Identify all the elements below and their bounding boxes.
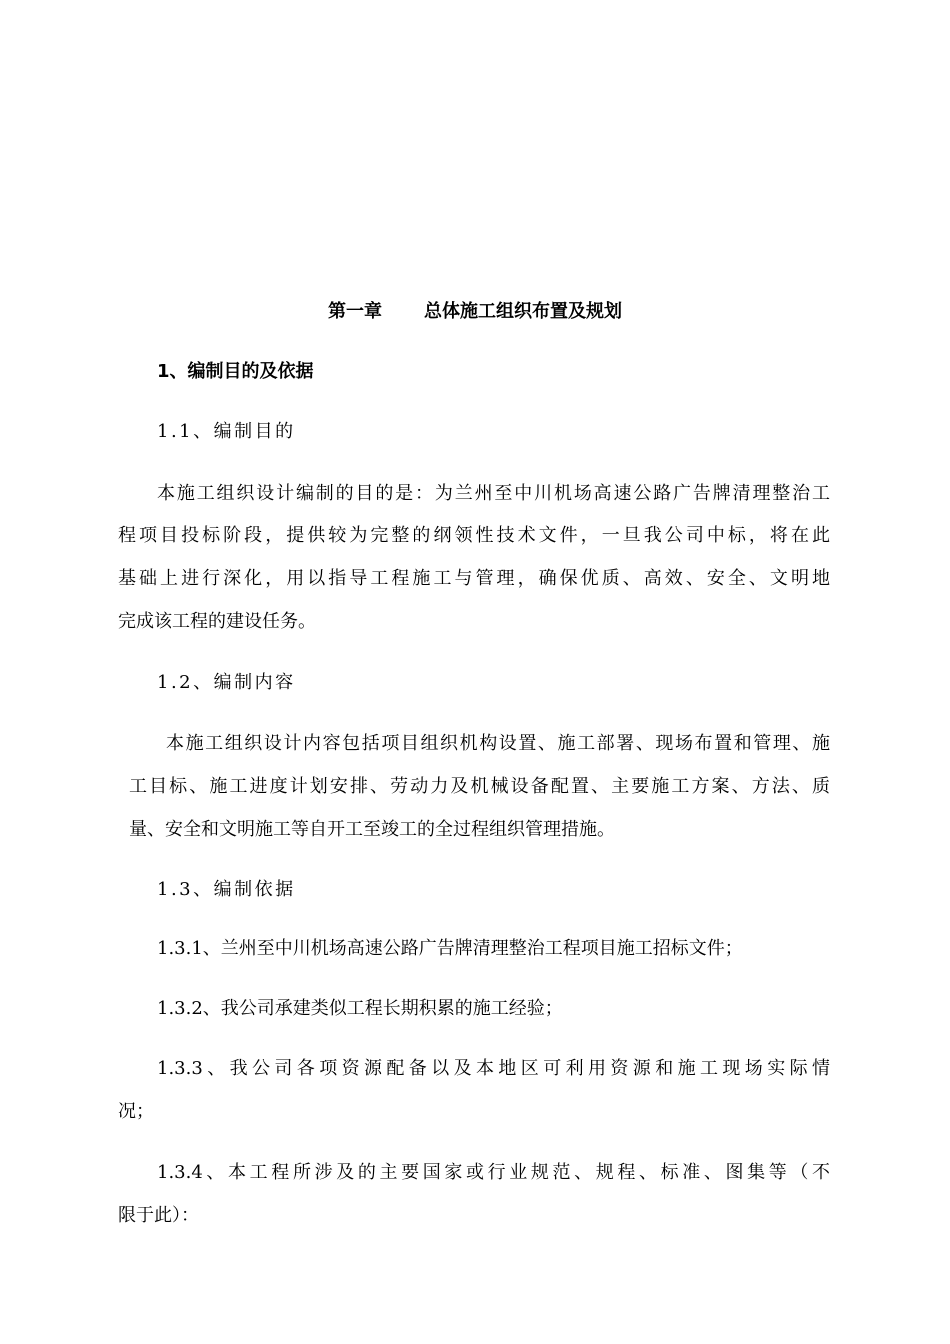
chapter-name: 总体施工组织布置及规划	[424, 301, 622, 322]
paragraph-1-1-line: 完成该工程的建设任务。	[118, 611, 316, 632]
subsection-heading-1-2: 1.2、编制内容	[157, 672, 296, 693]
basis-item-3-cont: 况；	[118, 1101, 154, 1122]
subsection-heading-1-3: 1.3、编制依据	[157, 879, 296, 900]
basis-item-4-cont: 限于此）：	[118, 1205, 199, 1226]
paragraph-1-2-line: 量、安全和文明施工等自开工至竣工的全过程组织管理措施。	[129, 819, 615, 840]
basis-item-1: 1.3.1、兰州至中川机场高速公路广告牌清理整治工程项目施工招标文件；	[157, 938, 743, 959]
paragraph-1-2-line: 工目标、施工进度计划安排、劳动力及机械设备配置、主要施工方案、方法、质	[129, 776, 830, 797]
basis-item-3: 1.3.3、我公司各项资源配备以及本地区可利用资源和施工现场实际情	[157, 1058, 830, 1079]
chapter-number: 第一章	[328, 301, 382, 322]
paragraph-1-1-line: 本施工组织设计编制的目的是：为兰州至中川机场高速公路广告牌清理整治工	[157, 483, 830, 504]
paragraph-1-1-line: 基础上进行深化，用以指导工程施工与管理，确保优质、高效、安全、文明地	[118, 568, 830, 589]
basis-item-4: 1.3.4、本工程所涉及的主要国家或行业规范、规程、标准、图集等（不	[157, 1162, 830, 1183]
paragraph-1-2-line: 本施工组织设计内容包括项目组织机构设置、施工部署、现场布置和管理、施	[166, 733, 830, 754]
paragraph-1-1-line: 程项目投标阶段，提供较为完整的纲领性技术文件，一旦我公司中标，将在此	[118, 525, 830, 546]
section-heading: 1、编制目的及依据	[157, 361, 314, 382]
chapter-title	[0, 299, 950, 325]
subsection-heading-1-1: 1.1、编制目的	[157, 421, 296, 442]
basis-item-2: 1.3.2、我公司承建类似工程长期积累的施工经验；	[157, 998, 563, 1019]
